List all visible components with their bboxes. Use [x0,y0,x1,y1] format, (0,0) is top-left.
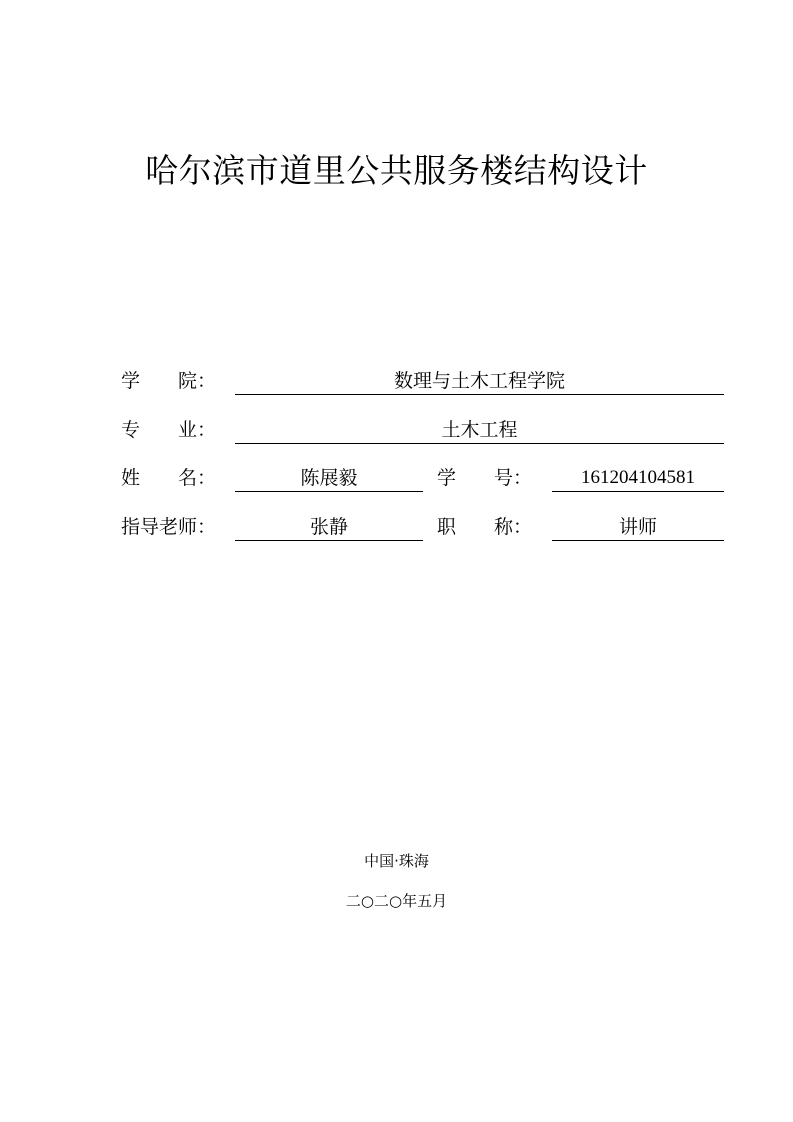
thesis-title: 哈尔滨市道里公共服务楼结构设计 [145,151,648,190]
student-id-value: 161204104581 [552,465,724,492]
college-label-first: 学 [121,370,141,392]
name-label [121,465,216,491]
student-id-label-first: 学 [437,467,457,489]
major-value: 土木工程 [235,417,724,444]
student-id-label-second: 号： [494,467,533,489]
college-value: 数理与土木工程学院 [235,368,724,395]
rank-label [437,514,532,540]
major-label-first: 专 [121,419,141,441]
footer-date: 二○二○年五月 [345,892,448,910]
college-label-second: 院： [178,370,217,392]
major-label [121,417,216,443]
advisor-value: 张静 [235,514,423,541]
name-value: 陈展毅 [235,465,423,492]
name-label-second: 名： [178,467,217,489]
advisor-label: 指导老师： [121,516,217,538]
major-label-second: 业： [178,419,217,441]
student-id-label [437,465,532,491]
footer-location: 中国·珠海 [364,852,429,870]
rank-label-second: 称： [494,516,533,538]
rank-value: 讲师 [552,514,724,541]
college-label [121,368,216,394]
rank-label-first: 职 [437,516,457,538]
name-label-first: 姓 [121,467,141,489]
